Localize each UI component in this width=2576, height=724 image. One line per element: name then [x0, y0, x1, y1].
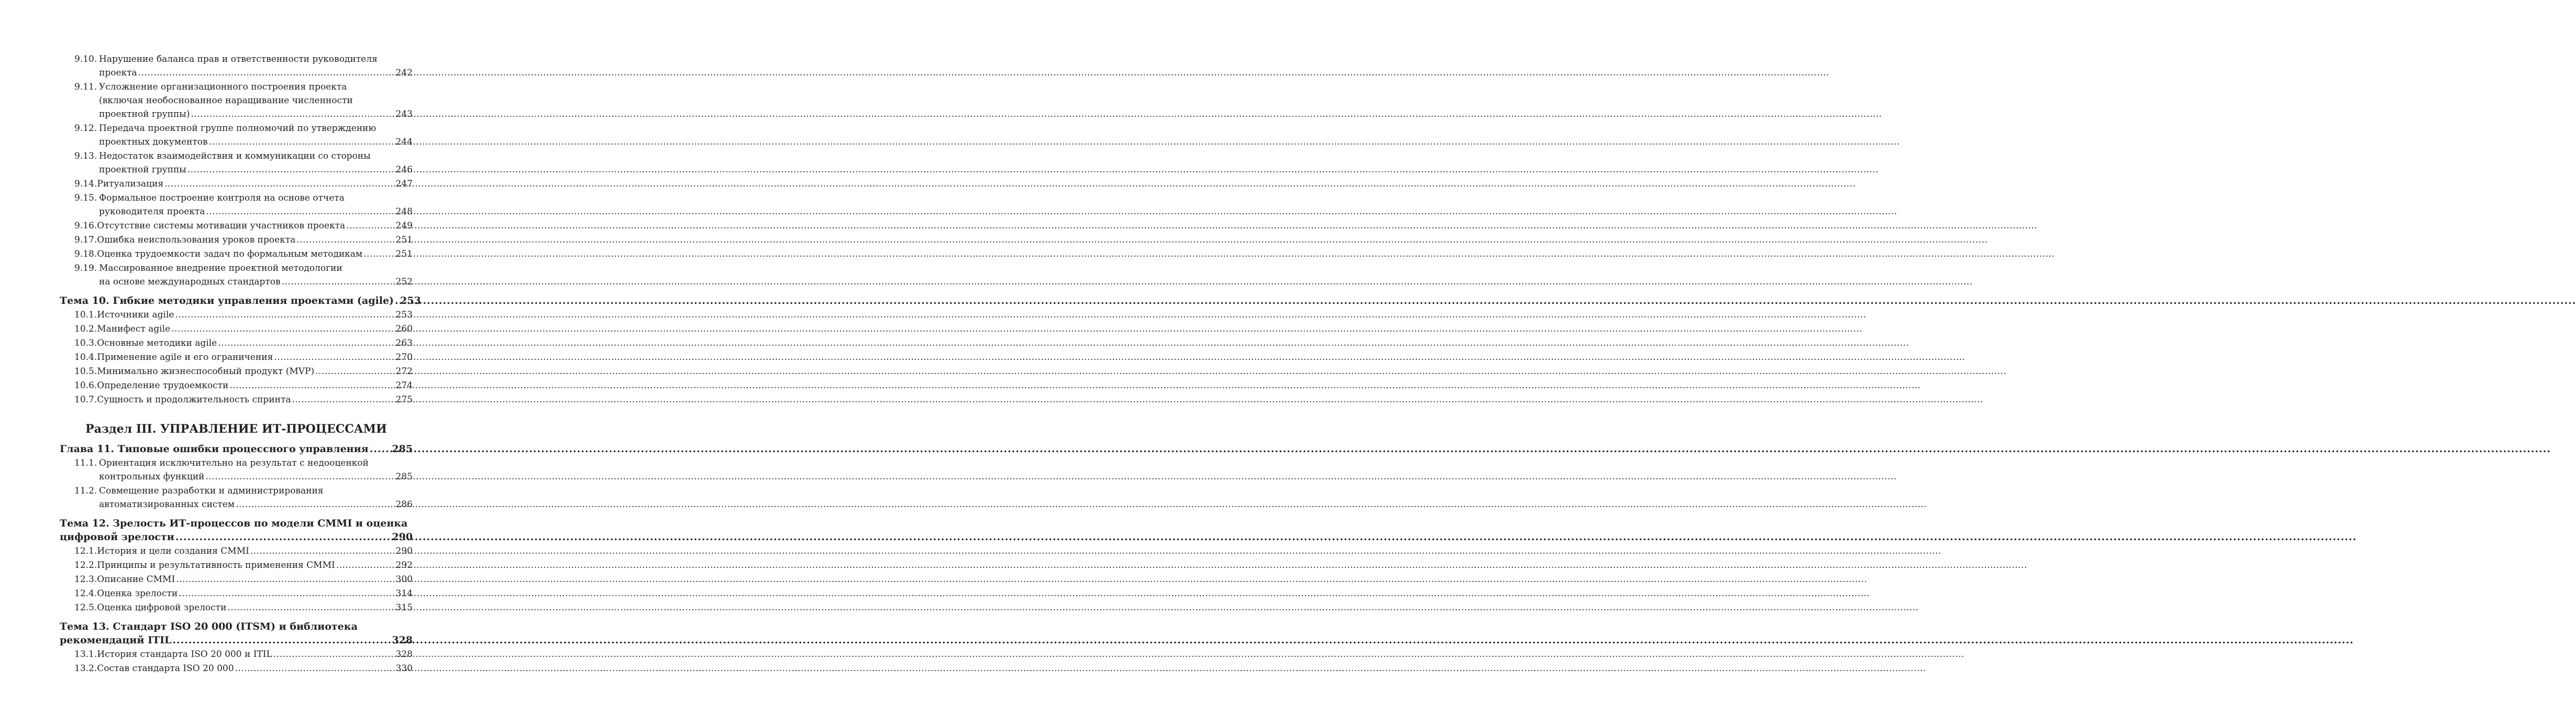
- dot-leader: [164, 177, 394, 191]
- dot-leader: [336, 558, 395, 572]
- toc-line: [60, 52, 413, 66]
- toc-line: [60, 80, 413, 94]
- toc-line: [60, 205, 413, 218]
- dot-leader: [292, 393, 395, 407]
- toc-number: 10.2.: [74, 324, 97, 334]
- toc-number: 9.11.: [74, 82, 97, 92]
- toc-line: [60, 633, 413, 647]
- dot-leader: [176, 573, 394, 586]
- toc-page-number: 300: [395, 574, 413, 585]
- toc-number: 13.2.: [74, 663, 97, 674]
- toc-page-number: 292: [395, 560, 413, 571]
- toc-page-number: 328: [395, 649, 413, 660]
- toc-page-number: 315: [395, 602, 413, 613]
- toc-line: [60, 275, 413, 289]
- toc-page-number: 270: [395, 352, 413, 363]
- toc-subsection-entry: [60, 456, 413, 484]
- toc-number: 9.17.: [74, 235, 97, 245]
- toc-line: [60, 336, 413, 350]
- toc-subsection-entry: [60, 191, 413, 218]
- toc-page-number: 242: [395, 68, 413, 78]
- toc-title: рекомендаций ITIL: [60, 634, 172, 646]
- toc-line: [60, 350, 413, 364]
- toc-line: [60, 498, 413, 511]
- toc-title: руководителя проекта: [99, 206, 205, 217]
- dot-leader: [273, 648, 395, 661]
- toc-number: 10.7.: [74, 394, 97, 405]
- dot-leader: [175, 308, 394, 322]
- dot-leader: [172, 633, 391, 647]
- toc-line: [60, 149, 413, 163]
- toc-chapter-entry: [60, 442, 413, 456]
- toc-line: [60, 122, 413, 135]
- toc-subsection-entry: [60, 365, 413, 378]
- toc-number: 9.15.: [74, 193, 97, 203]
- toc-number: 10.3.: [74, 338, 97, 348]
- toc-number: 10.6.: [74, 380, 97, 391]
- toc-number: 9.14.: [74, 179, 97, 189]
- toc-title: проектных документов: [99, 137, 208, 147]
- toc-page-number: 274: [395, 380, 413, 391]
- dot-leader: [227, 601, 394, 615]
- toc-title: Глава 11. Типовые ошибки процессного управления: [60, 443, 369, 455]
- toc-line: [60, 379, 413, 392]
- toc-subsection-entry: [60, 544, 413, 558]
- toc-title: контрольных функций: [99, 471, 205, 482]
- dot-leader: [171, 322, 394, 336]
- dot-leader: [229, 379, 394, 392]
- toc-number: 13.1.: [74, 649, 97, 660]
- toc-line: [60, 219, 413, 233]
- toc-line: [60, 308, 413, 322]
- toc-title: Применение agile и его ограничения: [97, 352, 273, 363]
- dot-leader: [236, 498, 394, 511]
- toc-title: Передача проектной группе полномочий по утверждению: [99, 123, 377, 134]
- toc-number: 10.5.: [74, 366, 97, 377]
- dot-leader: [138, 66, 395, 80]
- dot-leader: [282, 275, 395, 289]
- toc-line: [60, 177, 413, 191]
- toc-page-number: 251: [395, 249, 413, 259]
- toc-title: Ошибка неиспользования уроков проекта: [97, 235, 296, 245]
- toc-line: [60, 393, 413, 407]
- toc-title: Принципы и результативность применения CMMI: [97, 560, 335, 571]
- toc-line: [60, 484, 413, 498]
- toc-subsection-entry: [60, 52, 413, 80]
- toc-page-number: 249: [395, 221, 413, 231]
- toc-number: 10.4.: [74, 352, 97, 363]
- toc-title: Определение трудоемкости: [97, 380, 229, 391]
- toc-number: 10.1.: [74, 310, 97, 320]
- toc-title: Тема 10. Гибкие методики управления проектами (agile): [60, 295, 394, 306]
- toc-page-number: 247: [395, 179, 413, 189]
- toc-subsection-entry: [60, 322, 413, 336]
- toc-title: на основе международных стандартов: [99, 277, 281, 287]
- toc-page-number: 252: [395, 277, 413, 287]
- toc-number: 12.3.: [74, 574, 97, 585]
- toc-page-number: 272: [395, 366, 413, 377]
- toc-line: [60, 107, 413, 121]
- dot-leader: [250, 544, 395, 558]
- toc-title: Тема 13. Стандарт ISO 20 000 (ITSM) и библиотека: [60, 621, 358, 632]
- dot-leader: [206, 205, 394, 218]
- toc-title: Манифест agile: [97, 324, 171, 334]
- toc-number: 12.5.: [74, 602, 97, 613]
- toc-title: Оценка зрелости: [97, 588, 178, 599]
- toc-title: проектной группы): [99, 109, 190, 119]
- toc-title: Совмещение разработки и администрирования: [99, 486, 324, 496]
- toc-title: История стандарта ISO 20 000 и ITIL: [97, 649, 272, 660]
- toc-page-number: 251: [395, 235, 413, 245]
- toc-line: [60, 620, 413, 633]
- toc-line: [60, 247, 413, 261]
- toc-number: 9.19.: [74, 263, 97, 273]
- toc-line: [60, 470, 413, 484]
- toc-subsection-entry: [60, 80, 413, 121]
- toc-page-number: 314: [395, 588, 413, 599]
- toc-title: (включая необоснованное наращивание численности: [99, 95, 353, 106]
- dot-leader: [363, 247, 394, 261]
- toc-title: Ритуализация: [97, 179, 164, 189]
- toc-line: [60, 261, 413, 275]
- toc-page-number: 286: [395, 499, 413, 510]
- dot-leader: [395, 294, 399, 308]
- toc-title: Сущность и продолжительность спринта: [97, 394, 291, 405]
- toc-line: [60, 517, 413, 530]
- dot-leader: [205, 470, 394, 484]
- toc-number: 9.10.: [74, 54, 97, 64]
- toc-subsection-entry: [60, 261, 413, 289]
- toc-title: Оценка цифровой зрелости: [97, 602, 227, 613]
- toc-number: 11.2.: [74, 486, 97, 496]
- toc-title: проекта: [99, 68, 137, 78]
- toc-number: 9.16.: [74, 221, 97, 231]
- toc-page-number: 285: [392, 443, 413, 455]
- toc-page-number: 253: [400, 295, 421, 306]
- toc-number: 9.12.: [74, 123, 97, 134]
- toc-subsection-entry: [60, 247, 413, 261]
- toc-page-number: 243: [395, 109, 413, 119]
- toc-line: [60, 587, 413, 600]
- toc-line: [60, 191, 413, 205]
- toc-title: Тема 12. Зрелость ИТ-процессов по модели CMMI и оценка: [60, 518, 408, 529]
- toc-subsection-entry: [60, 587, 413, 600]
- toc-line: [60, 294, 421, 308]
- toc-number: 12.4.: [74, 588, 97, 599]
- toc-subsection-entry: [60, 379, 413, 392]
- dot-leader: [235, 662, 395, 675]
- toc-line: [60, 544, 413, 558]
- toc-subsection-entry: [60, 122, 413, 149]
- dot-leader: [346, 219, 394, 233]
- dot-leader: [191, 107, 394, 121]
- toc-line: [60, 233, 413, 247]
- toc-title: автоматизированных систем: [99, 499, 235, 510]
- toc-line: [60, 662, 413, 675]
- toc-chapter-entry: [60, 294, 421, 308]
- toc-title: Минимально жизнеспособный продукт (MVP): [97, 366, 315, 377]
- toc-number: 9.18.: [74, 249, 97, 259]
- toc-line: [60, 530, 413, 544]
- toc-subsection-entry: [60, 601, 413, 615]
- toc-number: 11.1.: [74, 458, 97, 468]
- toc-page-number: 275: [395, 394, 413, 405]
- toc-page-number: 290: [392, 531, 413, 543]
- toc-line: [60, 322, 413, 336]
- dot-leader: [175, 530, 391, 544]
- dot-leader: [274, 350, 394, 364]
- toc-subsection-entry: [60, 648, 413, 661]
- toc-line: [60, 163, 413, 177]
- toc-page-number: 248: [395, 206, 413, 217]
- toc-title: проектной группы: [99, 164, 186, 175]
- section-title: Раздел III. УПРАВЛЕНИЕ ИТ-ПРОЦЕССАМИ: [85, 422, 387, 436]
- toc-page-number: 260: [395, 324, 413, 334]
- dot-leader: [187, 163, 395, 177]
- toc-page-number: 290: [395, 546, 413, 556]
- toc-subsection-entry: [60, 336, 413, 350]
- dot-leader: [218, 336, 394, 350]
- toc-number: 12.2.: [74, 560, 97, 571]
- toc-line: [60, 558, 413, 572]
- toc-subsection-entry: [60, 350, 413, 364]
- toc-page-number: 285: [395, 471, 413, 482]
- toc-title: Описание CMMI: [97, 574, 175, 585]
- toc-title: Отсутствие системы мотивации участников проекта: [97, 221, 346, 231]
- toc-title: Оценка трудоемкости задач по формальным методикам: [97, 249, 363, 259]
- dot-leader: [179, 587, 394, 600]
- toc-line: [60, 601, 413, 615]
- toc-title: Состав стандарта ISO 20 000: [97, 663, 234, 674]
- toc-line: [60, 365, 413, 378]
- toc-subsection-entry: [60, 393, 413, 407]
- dot-leader: [296, 233, 394, 247]
- toc-title: История и цели создания CMMI: [97, 546, 249, 556]
- toc-number: 9.13.: [74, 151, 97, 161]
- toc-chapter-entry: [60, 620, 413, 647]
- dot-leader: [370, 442, 391, 456]
- toc-number: 12.1.: [74, 546, 97, 556]
- toc-line: [60, 648, 413, 661]
- toc-line: [60, 442, 413, 456]
- toc-title: Ориентация исключительно на результат с недооценкой: [99, 458, 369, 468]
- toc-subsection-entry: [60, 308, 413, 322]
- toc-title: Массированное внедрение проектной методологии: [99, 263, 342, 273]
- toc-title: Источники agile: [97, 310, 174, 320]
- toc-subsection-entry: [60, 662, 413, 675]
- table-of-contents: [60, 52, 421, 676]
- toc-title: Усложнение организационного построения проекта: [99, 82, 347, 92]
- toc-chapter-entry: [60, 517, 413, 544]
- toc-title: Недостаток взаимодействия и коммуникации со стороны: [99, 151, 371, 161]
- toc-subsection-entry: [60, 177, 413, 191]
- toc-line: [60, 135, 413, 149]
- toc-subsection-entry: [60, 573, 413, 586]
- toc-line: [60, 66, 413, 80]
- toc-page-number: 330: [395, 663, 413, 674]
- toc-line: [60, 456, 413, 470]
- dot-leader: [209, 135, 395, 149]
- toc-subsection-entry: [60, 484, 413, 511]
- toc-page-number: 253: [395, 310, 413, 320]
- toc-line: [60, 573, 413, 586]
- toc-title: Основные методики agile: [97, 338, 217, 348]
- toc-subsection-entry: [60, 149, 413, 177]
- toc-subsection-entry: [60, 219, 413, 233]
- toc-page-number: 328: [392, 634, 413, 646]
- toc-title: Формальное построение контроля на основе отчета: [99, 193, 345, 203]
- toc-title: цифровой зрелости: [60, 531, 174, 543]
- toc-title: Нарушение баланса прав и ответственности руководителя: [99, 54, 378, 64]
- toc-page-number: 263: [395, 338, 413, 348]
- toc-page-number: 244: [395, 137, 413, 147]
- toc-subsection-entry: [60, 233, 413, 247]
- toc-page-number: 246: [395, 164, 413, 175]
- dot-leader: [315, 365, 394, 378]
- toc-subsection-entry: [60, 558, 413, 572]
- toc-line: [60, 94, 413, 107]
